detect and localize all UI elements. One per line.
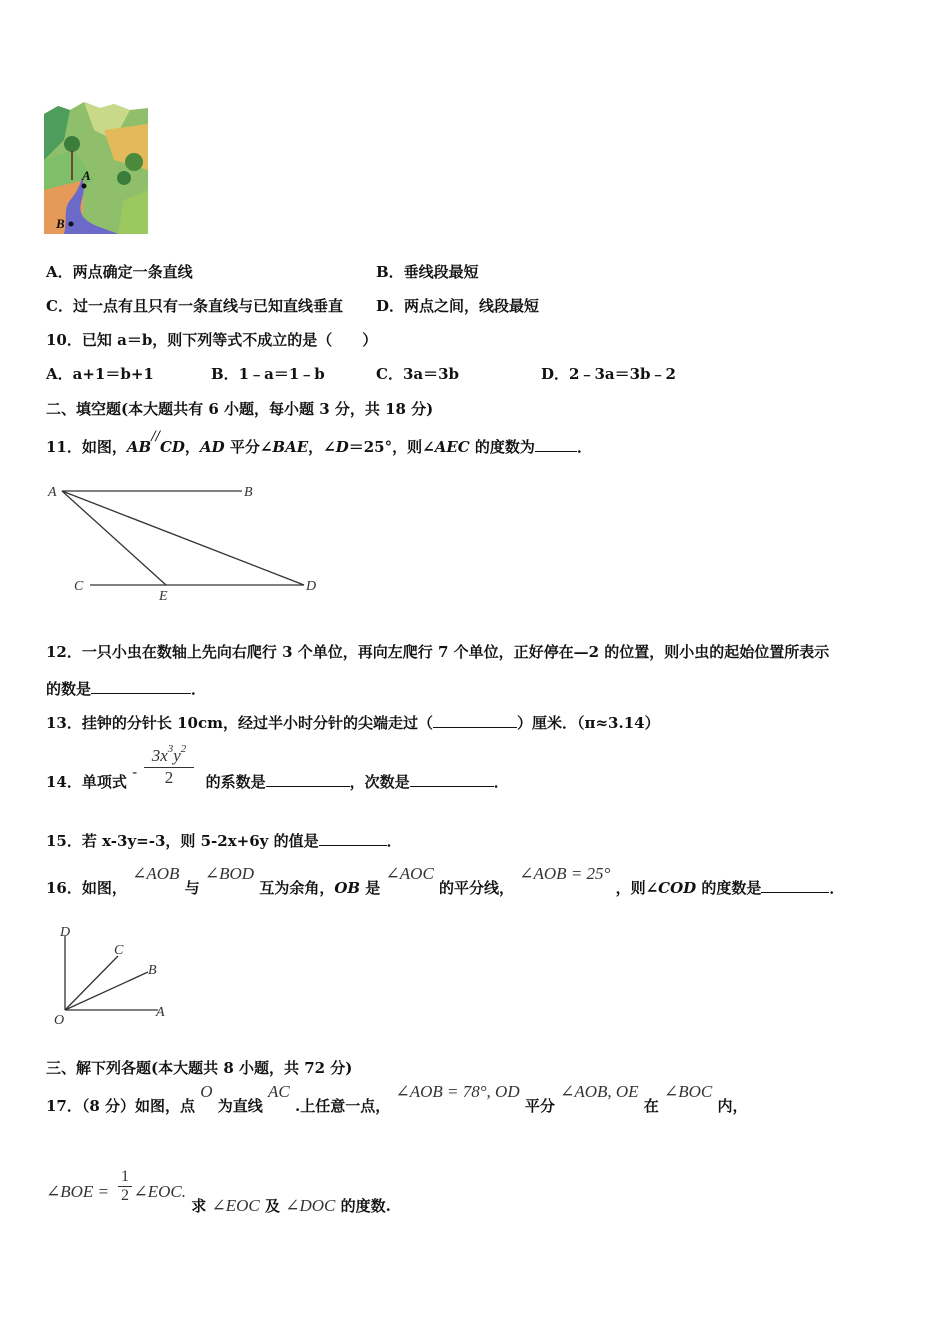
q11-fig-label-a: A xyxy=(48,485,57,500)
q14-coefficient-blank[interactable] xyxy=(266,772,350,787)
q17-line2: ∠BOE = ∠EOC. 求 ∠EOC 及 ∠DOC 的度数. xyxy=(46,1182,391,1215)
q15-stem: 15．若 x-3y=-3，则 5-2x+6y 的值是 ． xyxy=(46,832,402,850)
q16-answer-blank[interactable] xyxy=(761,878,829,893)
q9-option-b: B．垂线段最短 xyxy=(376,263,479,281)
q9-landscape-picture xyxy=(44,100,148,234)
q9-label-a: A xyxy=(82,168,91,183)
q14-stem: 14．单项式 - 的系数是 ，次数是 ． xyxy=(46,763,509,791)
q11-ab: AB xyxy=(126,438,152,456)
q11-stem: 11．如图，AB//CD，AD 平分∠BAE，∠D＝25°，则∠AEC 的度数为 ． xyxy=(46,429,592,456)
q9-label-b: B xyxy=(56,216,65,231)
q16-fig-label-a: A xyxy=(156,1005,165,1020)
q12-line1: 12．一只小虫在数轴上先向右爬行 3 个单位，再向左爬行 7 个单位，正好停在—2 的位置，则小虫的起始位置所表示 xyxy=(46,643,830,661)
q11-figure xyxy=(44,478,334,604)
section2-heading: 二、填空题(本大题共有 6 小题，每小题 3 分，共 18 分) xyxy=(46,400,434,418)
q11-fig-label-e: E xyxy=(159,589,168,604)
q13-answer-blank[interactable] xyxy=(433,713,517,728)
q11-fig-label-d: D xyxy=(306,579,317,594)
q17-fraction-half: $\frac{1}{2}$ xyxy=(118,1168,132,1205)
q10-option-c: C．3a＝3b xyxy=(376,365,460,383)
q9-option-d: D．两点之间，线段最短 xyxy=(376,297,540,315)
q11-fig-label-b: B xyxy=(244,485,253,500)
q16-figure xyxy=(50,920,180,1030)
section3-heading: 三、解下列各题(本大题共 8 小题，共 72 分) xyxy=(46,1059,353,1077)
q16-stem: 16．如图， ∠AOB 与 ∠BOD 互为余角，OB 是 ∠AOC 的平分线， ∠AOB = 25° ，则∠COD 的度数是 ． xyxy=(46,864,845,897)
q11-fig-label-c: C xyxy=(74,579,84,594)
q10-option-b: B．1﹣a＝1﹣b xyxy=(211,365,325,383)
q11-answer-blank[interactable] xyxy=(535,437,577,452)
q12-line2: 的数是 ． xyxy=(46,680,207,698)
q11-parallel: // xyxy=(151,429,160,444)
q16-fig-label-b: B xyxy=(148,963,157,978)
q13-stem: 13．挂钟的分针长 10cm，经过半小时分针的尖端走过（ ）厘米．（π≈3.14） xyxy=(46,714,660,732)
q14-fraction: $\frac{3x^3y^2}{2}$ xyxy=(144,746,194,788)
q10-option-a: A．a+1＝b+1 xyxy=(46,365,154,383)
q14-degree-blank[interactable] xyxy=(410,772,494,787)
q12-answer-blank[interactable] xyxy=(91,679,191,694)
q16-fig-label-o: O xyxy=(54,1013,65,1028)
q16-fig-label-c: C xyxy=(114,943,124,958)
q10-stem: 10．已知 a＝b，则下列等式不成立的是（ ） xyxy=(46,331,378,349)
q9-option-c: C．过一点有且只有一条直线与已知直线垂直 xyxy=(46,297,343,315)
q16-fig-label-d: D xyxy=(60,925,71,940)
q10-option-d: D．2﹣3a＝3b﹣2 xyxy=(541,365,676,383)
q17-line1: 17．（8 分）如图，点 O 为直线 AC .上任意一点， ∠AOB = 78°, OD 平分 ∠AOB, OE 在 ∠BOC 内， xyxy=(46,1082,748,1115)
q14-minus: - xyxy=(132,763,138,781)
q9-option-a: A．两点确定一条直线 xyxy=(46,263,193,281)
q15-answer-blank[interactable] xyxy=(319,831,387,846)
